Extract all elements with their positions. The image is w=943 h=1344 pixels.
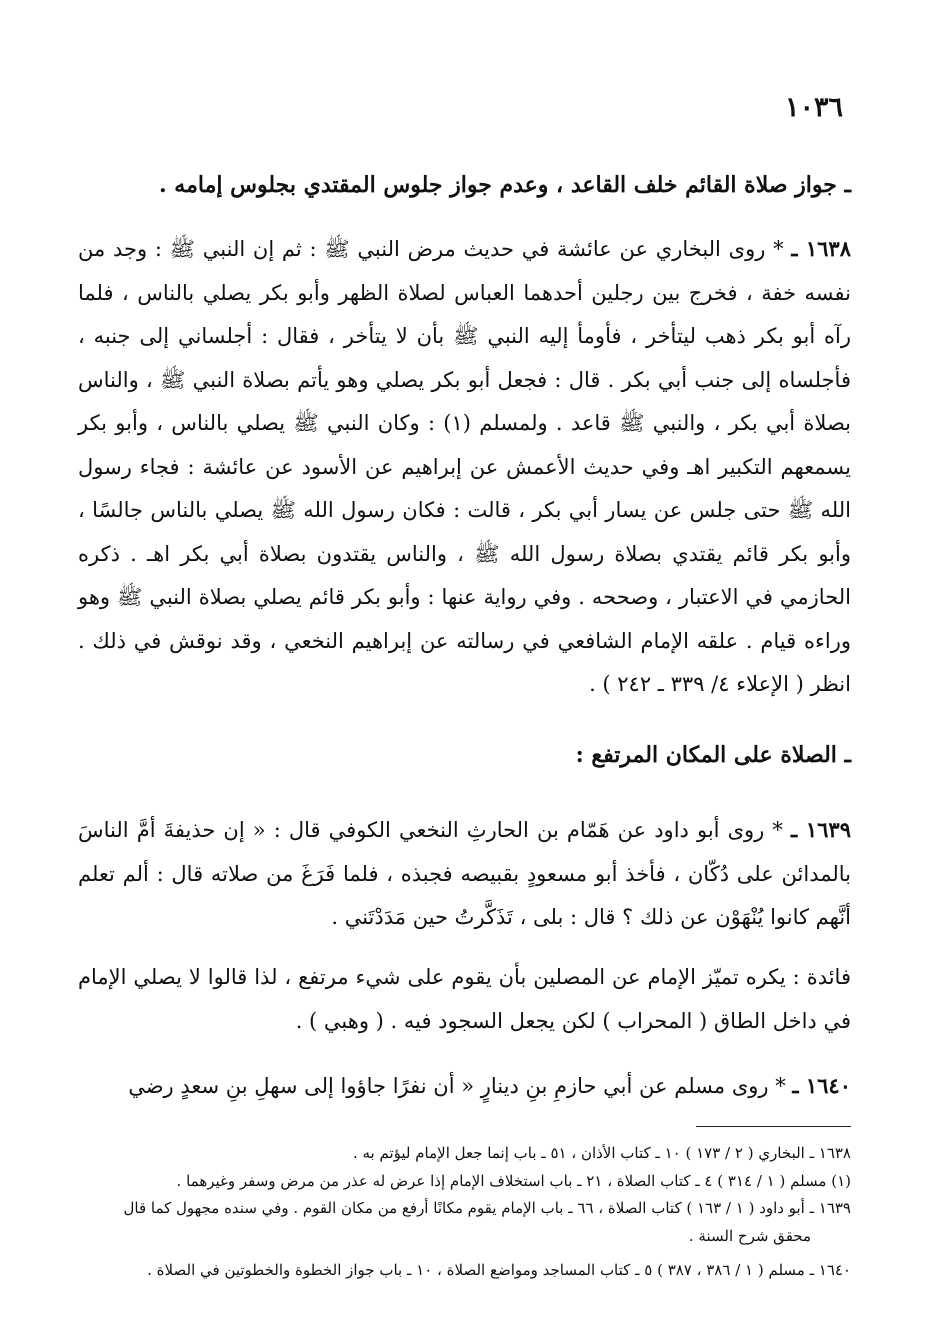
hadith-text: * روى البخاري عن عائشة في حديث مرض النبي ﷺ : ثم إن النبي ﷺ : وجد من نفسه خفة ، فخرج بين رجلين أحدهما العباس لصلاة الظهر وأبو بكر يصلي بالناس ، فلما رآه أبو بكر ذهب ليتأخر ، فأومأ إليه النبي ﷺ بأن لا يتأخر ، فقال : أجلساني إلى جنبه ، فأجلساه إلى جنب أبي بكر . قال : فجعل أبو بكر يصلي وهو يأتم بصلاة النبي ﷺ ، والناس بصلاة أبي بكر ، والنبي ﷺ قاعد . ولمسلم (١) : وكان النبي ﷺ يصلي بالناس ، وأبو بكر يسمعهم التكبير اهـ وفي حديث الأعمش عن إبراهيم عن الأسود عن عائشة : فجاء رسول الله ﷺ حتى جلس عن يسار أبي بكر ، قالت : فكان رسول الله ﷺ يصلي بالناس جالسًا ، وأبو بكر قائم يقتدي بصلاة رسول الله ﷺ ، والناس يقتدون بصلاة أبي بكر اهـ . ذكره الحازمي في الاعتبار ، وصححه . وفي رواية عنها : وأبو بكر قائم يصلي بصلاة النبي ﷺ وهو وراءه قيام . علقه الإمام الشافعي في رسالته عن إبراهيم النخعي ، وقد نوقش في ذلك . انظر ( الإعلاء ٤/ ٣٣٩ ـ ٢٤٢ ) . — [78, 237, 851, 696]
footnote-1640: ١٦٤٠ ـ مسلم ( ١ / ٣٨٦ ، ٣٨٧ ) ٥ ـ كتاب المساجد ومواضع الصلاة ، ١٠ ـ باب جواز الخطوة والخطوتين في الصلاة . — [147, 1261, 851, 1279]
section-heading-elevated-place: ـ الصلاة على المكان المرتفع : — [575, 742, 851, 768]
hadith-number: ١٦٤٠ ـ — [792, 1073, 851, 1098]
footnote-1-muslim: (١) مسلم ( ١ / ٣١٤ ) ٤ ـ كتاب الصلاة ، ٢١ ـ باب استخلاف الإمام إذا عرض له عذر من مرض وسفر وغيرهما . — [176, 1171, 851, 1190]
section-heading-standing-behind-sitting: ـ جواز صلاة القائم خلف القاعد ، وعدم جواز جلوس المقتدي بجلوس إمامه . — [158, 172, 851, 198]
benefit-note — [78, 956, 851, 1043]
footnote-1639: ١٦٣٩ ـ أبو داود ( ١ / ١٦٣ ) كتاب الصلاة ، ٦٦ ـ باب الإمام يقوم مكانًا أرفع من مكان القوم . وفي سنده مجهول كما قال — [123, 1199, 851, 1217]
hadith-number: ١٦٣٩ ـ — [790, 817, 851, 842]
footnote-1638: ١٦٣٨ ـ البخاري ( ٢ / ١٧٣ ) ١٠ ـ كتاب الأذان ، ٥١ ـ باب إنما جعل الإمام ليؤتم به . — [352, 1144, 851, 1162]
footnotes — [85, 1140, 851, 1285]
hadith-1639 — [78, 808, 851, 940]
hadith-1638 — [78, 227, 851, 707]
footnote-1639-continuation: محقق شرح السنة . — [688, 1226, 811, 1245]
page-number: ١٠٣٦ — [784, 92, 843, 123]
hadith-text: * روى أبو داود عن هَمّام بن الحارثِ النخعي الكوفي قال : « إن حذيفةَ أمَّ الناسَ بالمدائن على دُكّان ، فأخذ أبو مسعودٍ بقبيصه فجبذه ، فلما فَرَغَ من صلاته قال : ألم تعلم أنَّهم كانوا يُنْهَوْن عن ذلك ؟ قال : بلى ، تَذَكَّرتُ حين مَدَدْتَني . — [78, 818, 851, 929]
footnote-separator — [696, 1126, 851, 1127]
hadith-number: ١٦٣٨ ـ — [791, 236, 851, 261]
hadith-text: * روى مسلم عن أبي حازمِ بنِ دينارٍ « أن نفرًا جاؤوا إلى سهلِ بنِ سعدٍ رضي — [128, 1074, 786, 1098]
benefit-text: فائدة : يكره تميّز الإمام عن المصلين بأن يقوم على شيء مرتفع ، لذا قالوا لا يصلي الإمام في داخل الطاق ( المحراب ) لكن يجعل السجود فيه . ( وهبي ) . — [78, 965, 851, 1033]
hadith-1640 — [78, 1064, 851, 1109]
